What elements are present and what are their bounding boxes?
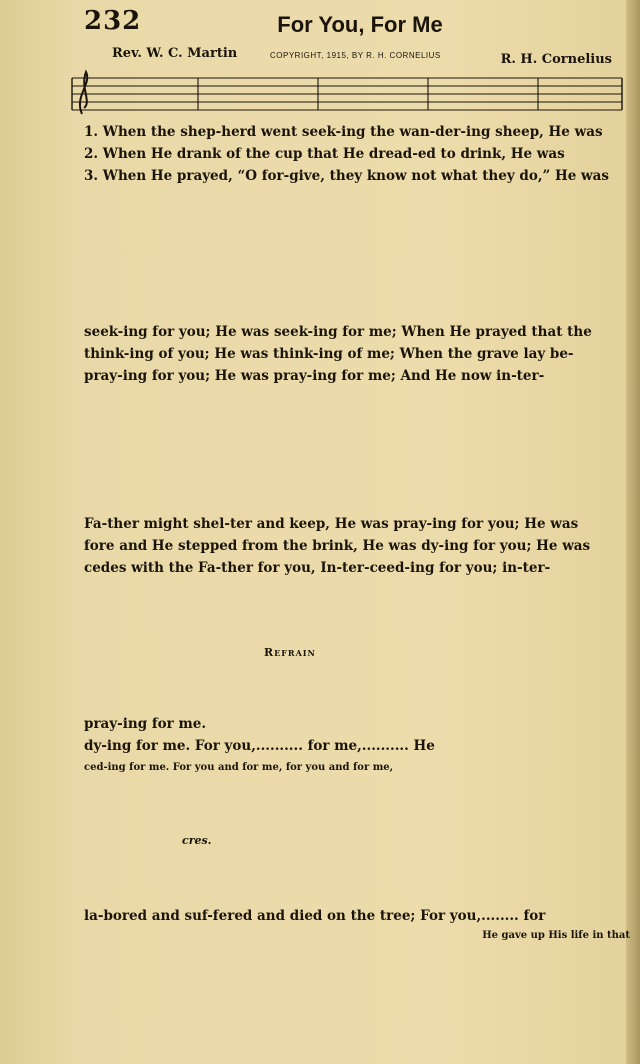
author-credit: Rev. W. C. Martin	[112, 46, 238, 61]
lyric-system3-verse3: cedes with the Fa-ther for you, In-ter-ceed-ing for you; in-ter-	[84, 560, 551, 576]
treble-staff-2	[68, 262, 624, 322]
crescendo-mark: cres.	[182, 834, 212, 847]
bass-staff-lines-3	[68, 578, 624, 638]
bass-staff-4	[68, 776, 624, 836]
composer-credit: R. H. Cornelius	[500, 52, 612, 67]
lyric-system1-verse2: 2. When He drank of the cup that He dread-ed to drink, He was	[84, 146, 565, 162]
bass-staff-lines-5	[68, 940, 624, 1000]
bass-staff-lines-2	[68, 390, 624, 450]
page-number: 232	[84, 6, 142, 36]
lyric-system4-verse1: pray-ing for me.	[84, 716, 207, 732]
bass-staff-2	[68, 390, 624, 450]
treble-staff-3	[68, 456, 624, 516]
lyric-system2-verse2: think-ing of you; He was think-ing of me; When the grave lay be-	[84, 346, 574, 362]
copyright-notice: COPYRIGHT, 1915, BY R. H. CORNELIUS	[270, 51, 441, 60]
bass-staff-lines-4	[68, 776, 624, 836]
treble-staff-1	[68, 64, 624, 124]
lyric-system3-verse1: Fa-ther might shel-ter and keep, He was pray-ing for you; He was	[84, 516, 579, 532]
lyric-system2-verse1: seek-ing for you; He was seek-ing for me; When He prayed that the	[84, 324, 592, 340]
bass-staff-5	[68, 940, 624, 1000]
treble-staff-5	[68, 846, 624, 906]
treble-staff-4	[68, 654, 624, 714]
treble-staff-lines-4	[68, 654, 624, 714]
lyric-system5-bass: He gave up His life in that	[482, 930, 630, 941]
lyric-system1-verse3: 3. When He prayed, “O for-give, they know not what they do,” He was	[84, 168, 610, 184]
bass-staff-1	[68, 196, 624, 256]
treble-staff-lines-3	[68, 456, 624, 516]
treble-staff-lines-1	[68, 64, 624, 124]
lyric-system5-verse1: la-bored and suf-fered and died on the tree; For you,........ for	[84, 908, 546, 924]
refrain-label: Refrain	[264, 646, 316, 659]
lyric-system4-verse2: dy-ing for me. For you,.......... for me,.......... He	[84, 738, 435, 754]
lyric-system2-verse3: pray-ing for you; He was pray-ing for me; And He now in-ter-	[84, 368, 545, 384]
treble-staff-lines-5	[68, 846, 624, 906]
bass-staff-lines-1	[68, 196, 624, 256]
lyric-system3-verse2: fore and He stepped from the brink, He was dy-ing for you; He was	[84, 538, 591, 554]
lyric-system4-bass: ced-ing for me. For you and for me, for you and for me,	[84, 762, 394, 773]
lyric-system1-verse1: 1. When the shep-herd went seek-ing the wan-der-ing sheep, He was	[84, 124, 603, 140]
bass-staff-3	[68, 578, 624, 638]
hymn-title: For You, For Me	[277, 12, 443, 37]
treble-staff-lines-2	[68, 262, 624, 322]
